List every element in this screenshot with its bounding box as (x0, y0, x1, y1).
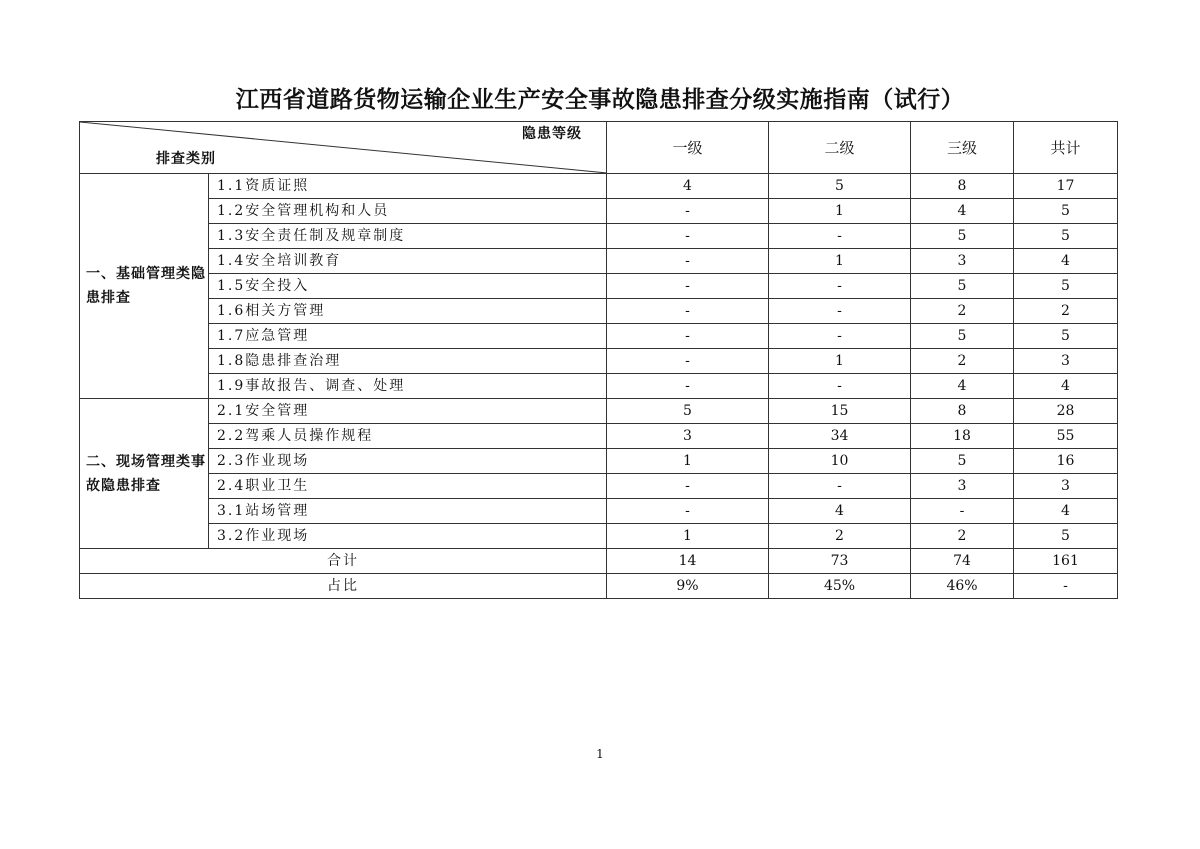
level-2-value: - (769, 374, 911, 399)
total-value: 17 (1014, 174, 1118, 199)
item-name: 1.2安全管理机构和人员 (209, 199, 607, 224)
item-name: 1.1资质证照 (209, 174, 607, 199)
page-number: 1 (596, 747, 604, 761)
level-1-value: 5 (607, 399, 769, 424)
level-1-value: - (607, 249, 769, 274)
item-name: 3.2作业现场 (209, 524, 607, 549)
header-row (80, 122, 1118, 174)
total-value: 3 (1014, 349, 1118, 374)
level-1-value: - (607, 274, 769, 299)
item-name: 3.1站场管理 (209, 499, 607, 524)
table-row (80, 524, 1118, 549)
level-2-value: 15 (769, 399, 911, 424)
total-value: 55 (1014, 424, 1118, 449)
level-2-value: - (769, 474, 911, 499)
total-value: 4 (1014, 249, 1118, 274)
level-1-value: 4 (607, 174, 769, 199)
table-row (80, 449, 1118, 474)
item-name: 1.3安全责任制及规章制度 (209, 224, 607, 249)
level-3-value: 3 (911, 474, 1014, 499)
total-value: 5 (1014, 199, 1118, 224)
level-3-value: 5 (911, 224, 1014, 249)
level-3-value: 5 (911, 274, 1014, 299)
total-value: - (1014, 574, 1118, 599)
level-2-header: 二级 (769, 122, 911, 174)
level-2-value: 73 (769, 549, 911, 574)
item-name: 2.3作业现场 (209, 449, 607, 474)
level-3-value: 18 (911, 424, 1014, 449)
group-label: 二、现场管理类事故隐患排查 (80, 399, 209, 549)
level-1-value: 3 (607, 424, 769, 449)
level-1-value: 14 (607, 549, 769, 574)
level-2-value: 5 (769, 174, 911, 199)
level-2-value: 1 (769, 349, 911, 374)
group-label: 一、基础管理类隐患排查 (80, 174, 209, 399)
table-row (80, 349, 1118, 374)
table-row (80, 224, 1118, 249)
sum-row (80, 549, 1118, 574)
level-1-value: - (607, 224, 769, 249)
table-row (80, 424, 1118, 449)
level-3-value: 5 (911, 449, 1014, 474)
level-1-value: - (607, 299, 769, 324)
total-value: 5 (1014, 324, 1118, 349)
total-value: 5 (1014, 224, 1118, 249)
level-3-value: 74 (911, 549, 1014, 574)
table-row (80, 324, 1118, 349)
level-2-value: - (769, 224, 911, 249)
level-3-value: 2 (911, 299, 1014, 324)
level-3-value: - (911, 499, 1014, 524)
level-3-value: 4 (911, 199, 1014, 224)
level-3-value: 8 (911, 399, 1014, 424)
table-row (80, 274, 1118, 299)
level-2-value: 1 (769, 199, 911, 224)
total-value: 5 (1014, 274, 1118, 299)
level-1-value: - (607, 324, 769, 349)
level-1-value: - (607, 349, 769, 374)
item-name: 1.6相关方管理 (209, 299, 607, 324)
total-header: 共计 (1014, 122, 1118, 174)
table-row (80, 399, 1118, 424)
item-name: 1.5安全投入 (209, 274, 607, 299)
level-1-value: 1 (607, 449, 769, 474)
total-value: 28 (1014, 399, 1118, 424)
level-3-value: 2 (911, 349, 1014, 374)
level-2-value: 45% (769, 574, 911, 599)
level-1-value: 1 (607, 524, 769, 549)
level-3-value: 8 (911, 174, 1014, 199)
total-value: 161 (1014, 549, 1118, 574)
total-value: 16 (1014, 449, 1118, 474)
item-name: 2.2驾乘人员操作规程 (209, 424, 607, 449)
level-2-value: 10 (769, 449, 911, 474)
item-name: 2.4职业卫生 (209, 474, 607, 499)
level-2-value: - (769, 299, 911, 324)
level-3-value: 4 (911, 374, 1014, 399)
level-2-value: 1 (769, 249, 911, 274)
total-value: 4 (1014, 499, 1118, 524)
item-name: 1.9事故报告、调查、处理 (209, 374, 607, 399)
table-row (80, 374, 1118, 399)
ratio-label: 占比 (80, 574, 607, 599)
level-2-value: 4 (769, 499, 911, 524)
level-1-value: - (607, 199, 769, 224)
total-value: 4 (1014, 374, 1118, 399)
level-2-value: 34 (769, 424, 911, 449)
level-1-header: 一级 (607, 122, 769, 174)
table-row (80, 199, 1118, 224)
level-1-value: - (607, 499, 769, 524)
table-row (80, 174, 1118, 199)
item-name: 1.4安全培训教育 (209, 249, 607, 274)
level-3-value: 3 (911, 249, 1014, 274)
total-value: 5 (1014, 524, 1118, 549)
total-value: 3 (1014, 474, 1118, 499)
ratio-row (80, 574, 1118, 599)
level-3-value: 46% (911, 574, 1014, 599)
page-title: 江西省道路货物运输企业生产安全事故隐患排查分级实施指南（试行） (235, 87, 965, 113)
hazard-level-table (79, 121, 1118, 599)
level-2-value: - (769, 274, 911, 299)
total-value: 2 (1014, 299, 1118, 324)
diagonal-header-cell (80, 122, 607, 174)
sum-label: 合计 (80, 549, 607, 574)
level-2-value: 2 (769, 524, 911, 549)
hazard-level-label: 隐患等级 (522, 126, 582, 142)
level-2-value: - (769, 324, 911, 349)
level-1-value: - (607, 374, 769, 399)
table-row (80, 474, 1118, 499)
table-row (80, 249, 1118, 274)
table-row (80, 499, 1118, 524)
level-3-header: 三级 (911, 122, 1014, 174)
level-3-value: 2 (911, 524, 1014, 549)
level-3-value: 5 (911, 324, 1014, 349)
item-name: 1.7应急管理 (209, 324, 607, 349)
table-row (80, 299, 1118, 324)
level-1-value: - (607, 474, 769, 499)
item-name: 2.1安全管理 (209, 399, 607, 424)
category-label: 排查类别 (156, 151, 216, 167)
level-1-value: 9% (607, 574, 769, 599)
item-name: 1.8隐患排查治理 (209, 349, 607, 374)
